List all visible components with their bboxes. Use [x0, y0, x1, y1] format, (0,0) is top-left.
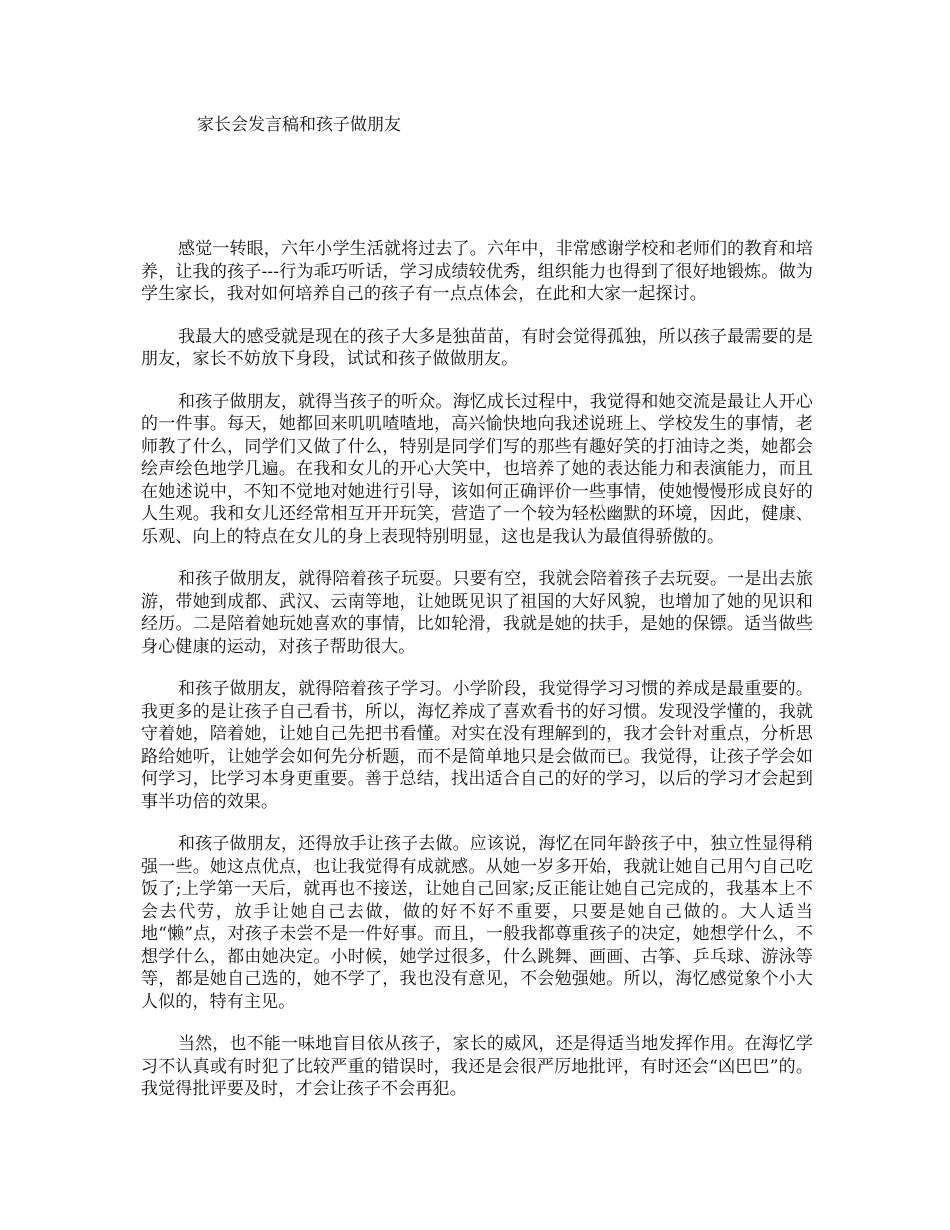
paragraph-feeling: 我最大的感受就是现在的孩子大多是独苗苗，有时会觉得孤独，所以孩子最需要的是朋友，家长不妨放下身段，试试和孩子做做朋友。	[141, 326, 813, 369]
paragraph-listener: 和孩子做朋友，就得当孩子的听众。海忆成长过程中，我觉得和她交流是最让人开心的一件事。每天，她都回来叽叽喳喳地，高兴愉快地向我述说班上、学校发生的事情，老师教了什么，同学们又做了什么，特别是同学们写的那些有趣好笑的打油诗之类，她都会绘声绘色地学几遍。在我和女儿的开心大笑中，也培养了她的表达能力和表演能力，而且在她述说中，不知不觉地对她进行引导，该如何正确评价一些事情，使她慢慢形成良好的人生观。我和女儿还经常相互开开玩笑，营造了一个较为轻松幽默的环境，因此，健康、乐观、向上的特点在女儿的身上表现特别明显，这也是我认为最值得骄傲的。	[141, 391, 813, 547]
paragraph-independence: 和孩子做朋友，还得放手让孩子去做。应该说，海忆在同年龄孩子中，独立性显得稍强一些。她这点优点，也让我觉得有成就感。从她一岁多开始，我就让她自己用勺自己吃饭了;上学第一天后，就再也不接送，让她自己回家;反正能让她自己完成的，我基本上不会去代劳，放手让她自己去做，做的好不好不重要，只要是她自己做的。大人适当地“懒”点，对孩子未尝不是一件好事。而且，一般我都尊重孩子的决定，她想学什么，不想学什么，都由她决定。小时候，她学过很多，什么跳舞、画画、古筝、乒乓球、游泳等等，都是她自己选的，她不学了，我也没有意见，不会勉强她。所以，海忆感觉象个小大人似的，特有主见。	[141, 834, 813, 1012]
paragraph-intro: 感觉一转眼，六年小学生活就将过去了。六年中，非常感谢学校和老师们的教育和培养，让我的孩子---行为乖巧听话，学习成绩较优秀，组织能力也得到了很好地锻炼。做为学生家长，我对如何培养自己的孩子有一点点体会，在此和大家一起探讨。	[141, 239, 813, 304]
paragraph-study: 和孩子做朋友，就得陪着孩子学习。小学阶段，我觉得学习习惯的养成是最重要的。我更多的是让孩子自己看书，所以，海忆养成了喜欢看书的好习惯。发现没学懂的，我就守着她，陪着她，让她自己先把书看懂。对实在没有理解到的，我才会针对重点，分析思路给她听，让她学会如何先分析题，而不是简单地只是会做而已。我觉得，让孩子学会如何学习，比学习本身更重要。善于总结，找出适合自己的好的学习，以后的学习才会起到事半功倍的效果。	[141, 679, 813, 812]
document-title: 家长会发言稿和孩子做朋友	[197, 115, 401, 135]
paragraph-discipline: 当然，也不能一味地盲目依从孩子，家长的威风，还是得适当地发挥作用。在海忆学习不认真或有时犯了比较严重的错误时，我还是会很严厉地批评，有时还会“凶巴巴”的。我觉得批评要及时，才会让孩子不会再犯。	[141, 1034, 813, 1099]
paragraph-play: 和孩子做朋友，就得陪着孩子玩耍。只要有空，我就会陪着孩子去玩耍。一是出去旅游，带她到成都、武汉、云南等地，让她既见识了祖国的大好风貌，也增加了她的见识和经历。二是陪着她玩她喜欢的事情，比如轮滑，我就是她的扶手，是她的保镖。适当做些身心健康的运动，对孩子帮助很大。	[141, 569, 813, 657]
document-body	[141, 238, 813, 1121]
